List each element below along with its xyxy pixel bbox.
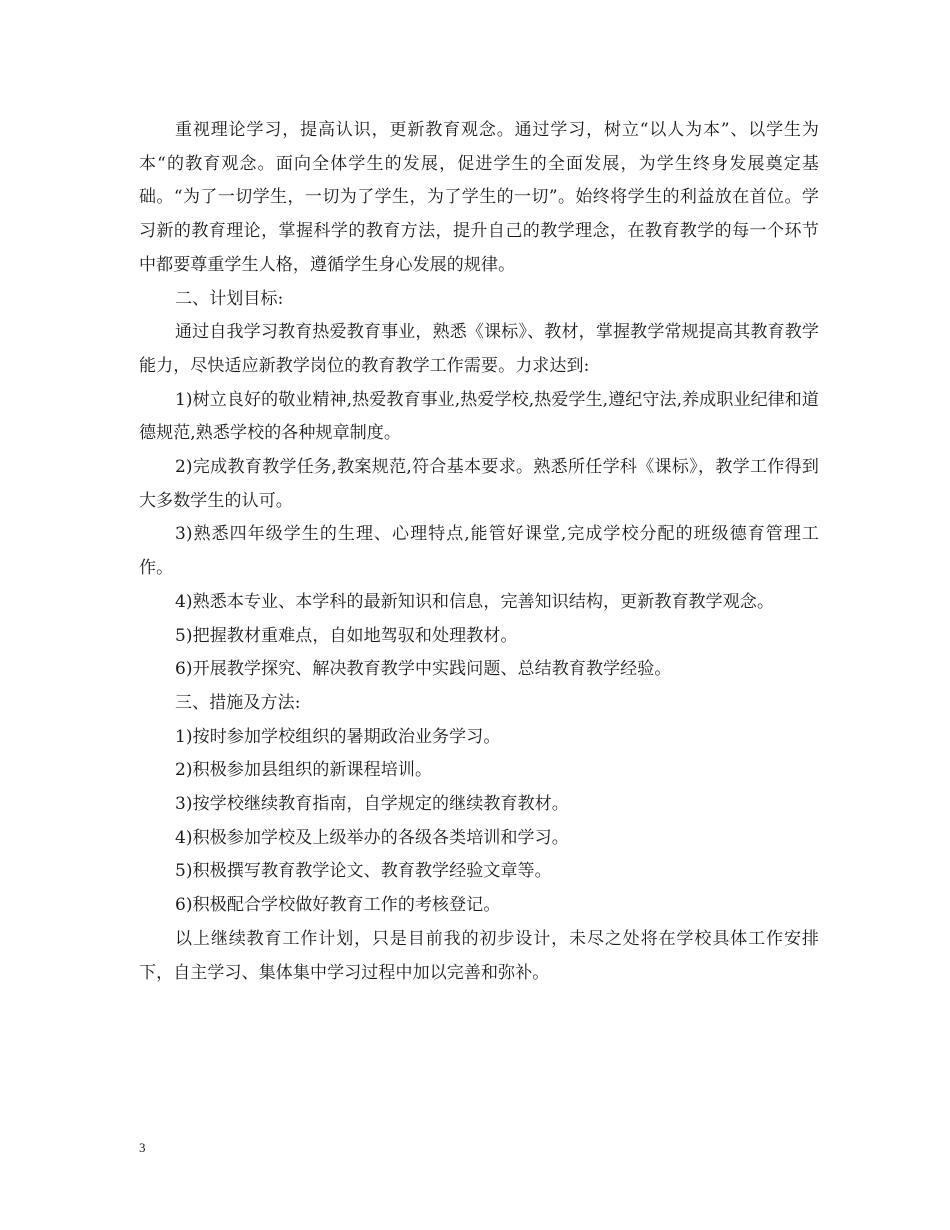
measure-item-4: 4)积极参加学校及上级举办的各级各类培训和学习。 <box>175 827 569 848</box>
paragraph-conclusion: 以上继续教育工作计划，只是目前我的初步设计，未尽之处将在学校具体工作安排下，自主学习、集体集中学习过程中加以完善和弥补。 <box>139 928 819 983</box>
measure-item-2: 2)积极参加县组织的新课程培训。 <box>175 760 433 781</box>
paragraph-goals: 通过自我学习教育热爱教育事业，熟悉《课标》、教材，掌握教学常规提高其教育教学能力，尽快适应新教学岗位的教育教学工作需要。力求达到: <box>139 322 819 376</box>
goal-item-3: 3)熟悉四年级学生的生理、心理特点,能管好课堂,完成学校分配的班级德育管理工作。 <box>139 524 819 579</box>
document-body <box>139 114 819 990</box>
goal-item-1: 1)树立良好的敬业精神,热爱教育事业,热爱学校,热爱学生,遵纪守法,养成职业纪律和道德规范,熟悉学校的各种规章制度。 <box>139 389 819 444</box>
goal-item-6: 6)开展教学探究、解决教育教学中实践问题、总结教育教学经验。 <box>175 659 672 680</box>
measure-item-5: 5)积极撰写教育教学论文、教育教学经验文章等。 <box>175 861 552 882</box>
measure-item-3: 3)按学校继续教育指南，自学规定的继续教育教材。 <box>175 794 569 815</box>
page-number: 3 <box>139 1140 146 1155</box>
goal-item-2: 2)完成教育教学任务,教案规范,符合基本要求。熟悉所任学科《课标》，教学工作得到大多数学生的认可。 <box>139 457 819 511</box>
section-heading-goals: 二、计划目标: <box>175 288 284 309</box>
paragraph-intro: 重视理论学习，提高认识，更新教育观念。通过学习，树立“以人为本”、以学生为本“的教育观念。面向全体学生的发展，促进学生的全面发展，为学生终身发展奠定基础。“为了一切学生，一切为了学生，为了学生的一切”。始终将学生的利益放在首位。学习新的教育理论，掌握科学的教育方法，提升自己的教学理念，在教育教学的每一个环节中都要尊重学生人格，遵循学生身心发展的规律。 <box>139 120 819 275</box>
measure-item-1: 1)按时参加学校组织的暑期政治业务学习。 <box>175 726 501 747</box>
measure-item-6: 6)积极配合学校做好教育工作的考核登记。 <box>175 895 501 916</box>
goal-item-5: 5)把握教材重难点，自如地驾驭和处理教材。 <box>175 625 518 646</box>
goal-item-4: 4)熟悉本专业、本学科的最新知识和信息，完善知识结构，更新教育教学观念。 <box>175 591 775 612</box>
section-heading-measures: 三、措施及方法: <box>175 692 301 713</box>
